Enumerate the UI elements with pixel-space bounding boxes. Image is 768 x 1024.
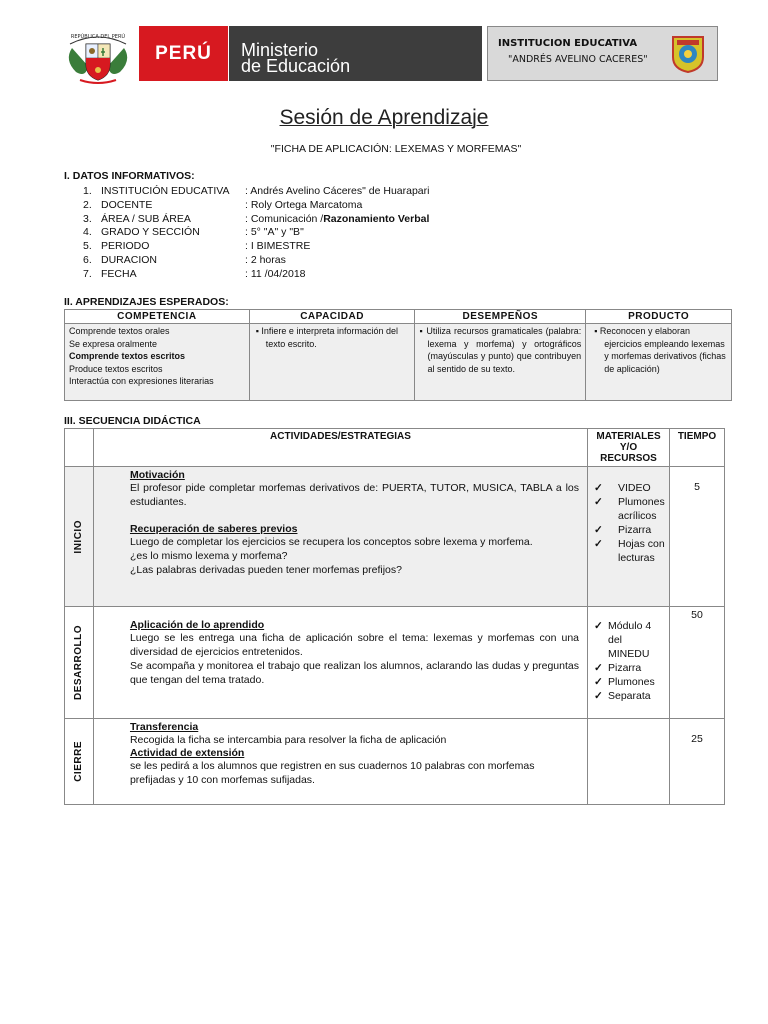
materiales-item: ✓ Pizarra <box>592 661 665 675</box>
materiales-item: ✓ Plumones <box>592 675 665 689</box>
section-secuencia-heading: III. SECUENCIA DIDÁCTICA <box>64 415 201 427</box>
desarrollo-title-aplicacion: Aplicación de lo aprendido <box>129 619 265 631</box>
materiales-item: ✓ VIDEO <box>592 481 665 495</box>
col-materiales <box>588 429 670 467</box>
inicio-label: INICIO <box>73 519 85 554</box>
datos-row-number: 7. <box>83 267 92 280</box>
row-inicio <box>65 467 725 607</box>
col-blank <box>65 429 94 467</box>
inicio-label-cell <box>65 467 94 607</box>
materiales-item: ✓ Separata <box>592 689 665 703</box>
producto-cell <box>586 324 732 401</box>
datos-row-value: : 2 horas <box>245 254 286 266</box>
page-title-text: Sesión de Aprendizaje <box>279 106 489 129</box>
capacidad-text: Infiere e interpreta información del texto escrito. <box>261 326 398 349</box>
school-emblem-icon <box>671 35 705 73</box>
inicio-materiales <box>588 467 670 607</box>
shield-caption: REPÚBLICA DEL PERÚ <box>70 34 126 40</box>
cierre-label-cell <box>65 719 94 805</box>
col-capacidad: CAPACIDAD <box>249 310 415 324</box>
row-desarrollo <box>65 607 725 719</box>
institution-name: "ANDRÉS AVELINO CACERES" <box>508 54 648 65</box>
desarrollo-materiales <box>588 607 670 719</box>
datos-row-value-bold: Razonamiento Verbal <box>323 212 430 225</box>
section-datos-heading: I. DATOS INFORMATIVOS: <box>64 170 195 182</box>
cierre-text-transferencia: Recogida la ficha se intercambia para resolver la ficha de aplicación <box>129 734 447 746</box>
inicio-actividades <box>93 467 587 607</box>
datos-row-number: 1. <box>83 185 92 197</box>
ministerio-line-2: de Educación <box>241 56 351 76</box>
col-actividades: ACTIVIDADES/ESTRATEGIAS <box>93 429 587 467</box>
datos-row-number: 6. <box>83 254 92 266</box>
datos-row-value: : Comunicación / <box>245 212 324 225</box>
bullet-icon: ▪ <box>255 326 262 336</box>
page-subtitle: "FICHA DE APLICACIÓN: LEXEMAS Y MORFEMAS" <box>270 143 522 155</box>
desarrollo-label: DESARROLLO <box>73 625 85 700</box>
cierre-tiempo: 25 <box>669 719 724 805</box>
col-materiales-line-2: Y/O RECURSOS <box>600 442 657 464</box>
cierre-label: CIERRE <box>73 741 85 782</box>
inicio-materiales-list <box>592 481 665 565</box>
inicio-question-2: ¿Las palabras derivadas pueden tener morfemas prefijos? <box>129 564 402 576</box>
desarrollo-materiales-list <box>592 619 665 703</box>
page-title <box>0 106 768 130</box>
datos-row-number: 4. <box>83 226 92 239</box>
peru-logo-text: PERÚ <box>155 42 212 64</box>
desempenos-text: Utiliza recursos gramaticales (palabra: lexema y morfema) y ortográficos (mayúsculas y punto) que contribuyen al sentido de su texto. <box>426 326 582 374</box>
datos-row-label: GRADO Y SECCIÓN <box>101 226 200 239</box>
col-producto: PRODUCTO <box>586 310 732 324</box>
datos-row <box>83 253 286 267</box>
ministerio-line-1: Ministerio <box>241 40 319 60</box>
datos-row <box>83 239 310 253</box>
col-desempenos: DESEMPEÑOS <box>415 310 586 324</box>
cierre-title-transferencia: Transferencia <box>129 721 199 733</box>
datos-row-label: FECHA <box>101 267 137 280</box>
competencia-cell <box>65 324 250 401</box>
coat-of-arms-icon <box>58 26 138 86</box>
bullet-icon: ▪ <box>594 326 600 336</box>
materiales-item: ✓ Módulo 4 del MINEDU <box>592 619 665 661</box>
datos-row-number: 2. <box>83 198 92 211</box>
datos-row-label: ÁREA / SUB ÁREA <box>101 212 191 225</box>
ministerio-logo <box>229 26 482 81</box>
competencia-item: Interactúa con expresiones literarias <box>69 376 214 386</box>
datos-row <box>83 225 304 239</box>
desarrollo-label-cell <box>65 607 94 719</box>
bullet-icon: ▪ <box>419 326 427 336</box>
aprendizajes-table <box>64 309 732 401</box>
document-header <box>0 0 768 100</box>
datos-row-value: : Roly Ortega Marcatoma <box>245 198 363 211</box>
inicio-text-motivacion: El profesor pide completar morfemas derivativos de: PUERTA, TUTOR, MUSICA, TABLA a los estudiantes. <box>129 482 579 508</box>
col-materiales-line-1: MATERIALES <box>596 431 661 442</box>
competencia-item: Produce textos escritos <box>69 363 163 374</box>
section-aprendizajes-heading: II. APRENDIZAJES ESPERADOS: <box>64 296 229 308</box>
datos-row-value: : I BIMESTRE <box>245 240 311 253</box>
inicio-title-motivacion: Motivación <box>129 469 185 481</box>
competencia-item: Se expresa oralmente <box>69 338 158 349</box>
datos-row <box>83 198 362 212</box>
datos-row <box>83 184 429 198</box>
datos-row-value: : 11 /04/2018 <box>245 267 306 280</box>
cierre-materiales <box>588 719 670 805</box>
institution-box <box>487 26 718 81</box>
desarrollo-actividades <box>93 607 587 719</box>
datos-row-label: INSTITUCIÓN EDUCATIVA <box>101 185 230 197</box>
inicio-question-1: ¿es lo mismo lexema y morfema? <box>129 550 288 562</box>
datos-row-number: 3. <box>83 212 92 225</box>
institution-label: INSTITUCION EDUCATIVA <box>498 38 638 49</box>
desarrollo-text-1: Luego se les entrega una ficha de aplicación sobre el tema: lexemas y morfemas con una diversidad de ejercicios entretenidos. <box>129 632 579 658</box>
competencia-item: Comprende textos orales <box>69 326 170 336</box>
datos-row <box>83 212 429 226</box>
secuencia-table <box>64 428 725 805</box>
cierre-actividades <box>93 719 587 805</box>
materiales-item: ✓ Hojas con lecturas <box>592 537 665 565</box>
row-cierre <box>65 719 725 805</box>
capacidad-cell <box>249 324 415 401</box>
cierre-text-extension: se les pedirá a los alumnos que registren en sus cuadernos 10 palabras con morfemas prefijadas y 10 con morfemas sufijadas. <box>129 760 535 786</box>
desarrollo-text-2: Se acompaña y monitorea el trabajo que realizan los alumnos, aclarando las dudas y preguntas que tengan del tema tratado. <box>129 660 579 686</box>
datos-row-value: : 5° "A" y "B" <box>245 226 304 239</box>
cierre-title-extension: Actividad de extensión <box>129 747 245 759</box>
col-tiempo: TIEMPO <box>669 429 724 467</box>
materiales-item: ✓ Pizarra <box>592 523 665 537</box>
inicio-tiempo: 5 <box>669 467 724 607</box>
desempenos-cell <box>415 324 586 401</box>
materiales-item: ✓ Plumones acrílicos <box>592 495 665 523</box>
competencia-item: Comprende textos escritos <box>69 351 186 361</box>
inicio-title-recuperacion: Recuperación de saberes previos <box>129 523 298 535</box>
datos-row-label: PERIODO <box>101 240 150 253</box>
datos-row <box>83 267 306 281</box>
col-competencia: COMPETENCIA <box>65 310 250 324</box>
producto-text: Reconocen y elaboran ejercicios empleando lexemas y morfemas derivativos (fichas de aplicación) <box>599 326 726 374</box>
inicio-text-recuperacion: Luego de completar los ejercicios se recupera los conceptos sobre lexema y morfema. <box>129 536 533 548</box>
datos-row-value: : Andrés Avelino Cáceres" de Huarapari <box>245 185 430 197</box>
datos-row-label: DOCENTE <box>101 198 153 211</box>
datos-row-label: DURACION <box>101 254 158 266</box>
datos-row-number: 5. <box>83 240 92 253</box>
peru-logo <box>139 26 228 81</box>
desarrollo-tiempo: 50 <box>669 607 724 719</box>
